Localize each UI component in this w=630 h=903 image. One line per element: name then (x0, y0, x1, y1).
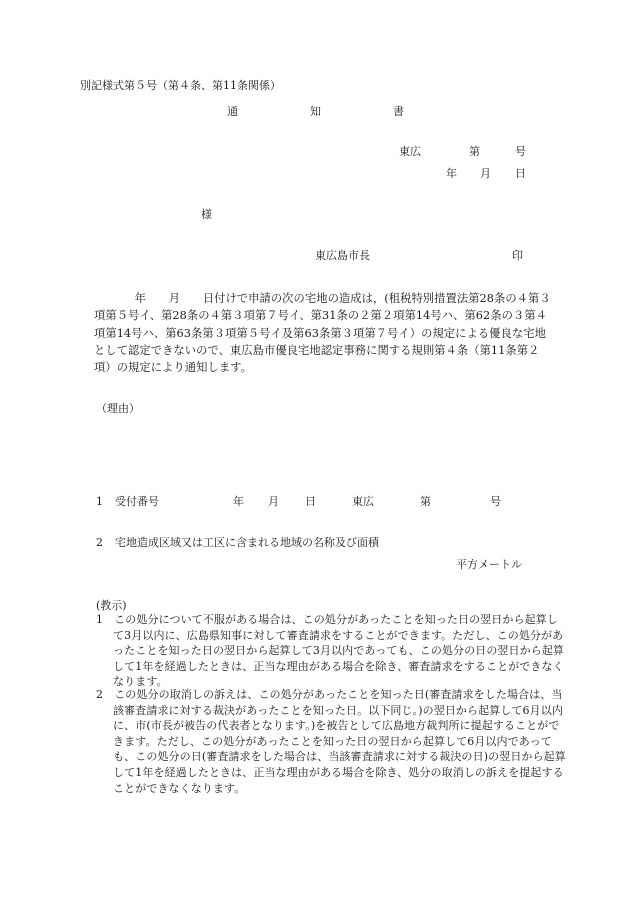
reason-label: （理由） (96, 402, 140, 415)
doc-number-prefix: 東広 (399, 145, 421, 158)
notice-item-1: 1 この処分について不服がある場合は、この処分があったことを知った日の翌日から起算して3月以内に、広島県知事に対して審査請求をすることができます。ただし、この処分があったことを知った日の翌日から起算して3月以内であっても、この処分の日の翌日から起算して1年を経過したときは、正当な理由がある場合を除き、審査請求をすることができなくなります。 (96, 613, 565, 689)
title-char-1: 通 (227, 105, 238, 118)
issuer-seal: 印 (512, 249, 523, 262)
item2-label: 宅地造成区域又は工区に含まれる地域の名称及び面積 (115, 536, 379, 549)
date-day: 日 (515, 167, 526, 180)
item2-number: 2 (96, 536, 103, 549)
form-label: 別記様式第５号（第４条、第11条関係） (80, 79, 281, 92)
title-char-3: 書 (393, 105, 404, 118)
item1-label: 受付番号 (115, 495, 159, 508)
doc-number-dai: 第 (469, 145, 480, 158)
item1-prefix: 東広 (352, 495, 374, 508)
title-char-2: 知 (310, 105, 321, 118)
issuer-name: 東広島市長 (315, 249, 370, 262)
item1-month: 月 (268, 495, 279, 508)
item1-go: 号 (490, 495, 501, 508)
date-year: 年 (446, 167, 457, 180)
doc-number-go: 号 (515, 145, 526, 158)
item1-number: 1 (96, 495, 103, 508)
item1-day: 日 (305, 495, 316, 508)
item1-dai: 第 (420, 495, 431, 508)
item1-year: 年 (233, 495, 244, 508)
notice-heading: (教示) (96, 599, 127, 612)
addressee-sama: 様 (201, 208, 212, 221)
body-paragraph: 年 月 日付けで申請の次の宅地の造成は，(租税特別措置法第28条の４第３項第５号イ、第28条の４第３項第７号イ、第31条の２第２項第14号ハ、第62条の３第４項第14号ハ、第63条第３項第５号イ及第63条第３項第７号イ）の規定による優良な宅地として認定できないので、東広島市優良宅地認定事務に関する規則第４条（第11条第２項）の規定により通知します。 (94, 292, 551, 375)
date-month: 月 (480, 167, 491, 180)
notice-item-2: 2 この処分の取消しの訴えは、この処分があったことを知った日(審査請求をした場合は、当該審査請求に対する裁決があったことを知った日。以下同じ。)の翌日から起算して6月以内に、市(市長が被告の代表者となります。)を被告として広島地方裁判所に提起することができます。ただし、この処分があったことを知った日の翌日から起算して6月以内であっても、この処分の日(審査請求をした場合は、当該審査請求に対する裁決の日)の翌日から起算して1年を経過したときは、正当な理由がある場合を除き、処分の取消しの訴えを提起することができなくなります。 (96, 688, 566, 795)
item2-unit: 平方メートル (456, 558, 522, 571)
